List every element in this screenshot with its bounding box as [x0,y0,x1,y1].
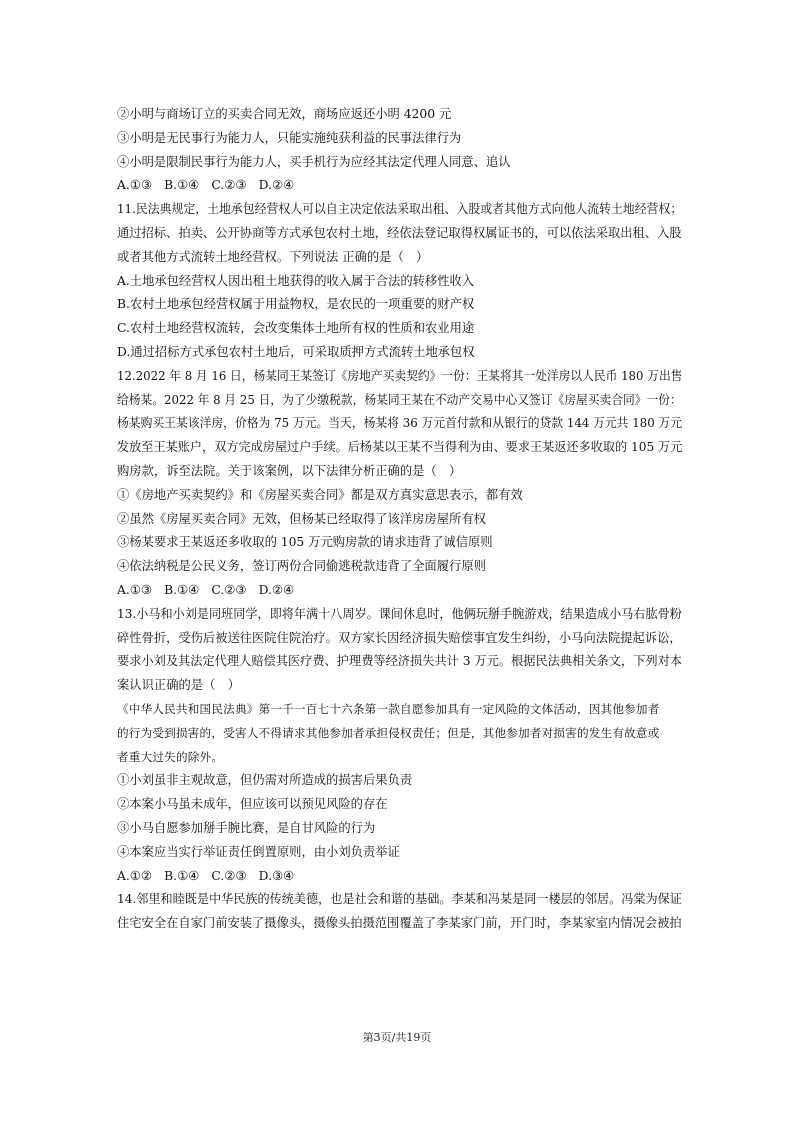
option-line: ④本案应当实行举证责任倒置原则，由小刘负责举证 [117,844,400,859]
option-line: D.通过招标方式承包农村土地后，可采取质押方式流转土地承包权 [117,344,475,359]
question-11-text: 11.民法典规定，土地承包经营权人可以自主决定依法采取出租、入股或者其他方式向他人流转土地经营权； [117,202,683,217]
option-line: ④依法纳税是公民义务，签订两份合同偷逃税款违背了全面履行原则 [117,559,486,574]
option-line: ②小明与商场订立的买卖合同无效，商场应返还小明 4200 元 [117,107,452,121]
option-line: C.农村土地经营权流转，会改变集体土地所有权的性质和农业用途 [117,321,475,336]
answer-choices: A.①③ B.①④ C.②③ D.②④ [117,582,295,597]
question-13-text: 案认识正确的是（ ） [117,678,240,693]
option-line: ④小明是限制民事行为能力人，买手机行为应经其法定代理人同意、追认 [117,154,511,169]
option-line: ②虽然《房屋买卖合同》无效，但杨某已经取得了该洋房房屋所有权 [117,511,486,526]
law-quote: 《中华人民共和国民法典》第一千一百七十六条第一款自愿参加具有一定风险的文体活动，因其他参加者 [117,701,660,716]
law-quote: 者重大过失的除外。 [117,749,224,764]
option-line: ①《房地产买卖契约》和《房屋买卖合同》都是双方真实意思表示，都有效 [117,487,523,502]
option-line: A.土地承包经营权人因出租土地获得的收入属于合法的转移性收入 [117,273,475,288]
answer-choices: A.①② B.①④ C.②③ D.③④ [117,868,295,883]
question-11-text: 通过招标、拍卖、公开协商等方式承包农村土地，经依法登记取得权属证书的，可以依法采取出租、入股 [117,225,682,240]
option-line: B.农村土地承包经营权属于用益物权，是农民的一项重要的财产权 [117,297,475,312]
question-11-text: 或者其他方式流转土地经营权。下列说法 正确的是（ ） [117,249,429,264]
question-13-text: 13.小马和小刘是同班同学，即将年满十八周岁。课间休息时，他俩玩掰手腕游戏，结果造成小马右肱骨粉 [117,606,682,621]
question-13-text: 要求小刘及其法定代理人赔偿其医疗费、护理费等经济损失共计 3 万元。根据民法典相关条文，下列对本 [117,654,683,669]
option-line: ③小明是无民事行为能力人，只能实施纯获利益的民事法律行为 [117,130,462,145]
question-14-text: 14.邻里和睦既是中华民族的传统美德，也是社会和谐的基础。李某和冯某是同一楼层的邻居。冯棠为保证 [117,892,682,907]
question-14-text: 住宅安全在自家门前安装了摄像头，摄像头拍摄范围覆盖了李某家门前，开门时，李某家室内情况会被拍 [117,916,682,931]
question-12-text: 杨某购买王某该洋房，价格为 75 万元。当天，杨某将 36 万元首付款和从银行的贷款 144 万元共 180 万元 [117,416,683,431]
option-line: ②本案小马虽未成年，但应该可以预见风险的存在 [117,797,388,812]
law-quote: 的行为受到损害的，受害人不得请求其他参加者承担侵权责任；但是，其他参加者对损害的发生有故意或 [117,725,660,740]
option-line: ①小刘虽非主观故意，但仍需对所造成的损害后果负责 [117,773,413,788]
question-12-text: 给杨某。2022 年 8 月 25 日，为了少缴税款，杨某同王某在不动产交易中心又签订《房屋买卖合同》一份： [117,392,682,407]
question-12-text: 12.2022 年 8 月 16 日，杨某同王某签订《房地产买卖契约》一份：王某将其一处洋房以人民币 180 万出售 [117,368,683,383]
question-12-text: 发放至王某账户，双方完成房屋过户手续。后杨某以王某不当得利为由、要求王某返还多收取的 105 万元 [117,440,683,455]
document-body [117,103,682,936]
answer-choices: A.①③ B.①④ C.②③ D.②④ [117,178,295,193]
option-line: ③杨某要求王某返还多收取的 105 万元购房款的请求违背了诚信原则 [117,535,493,550]
page-number: 第3页/共19页 [362,1031,432,1044]
question-13-text: 碎性骨折，受伤后被送往医院住院治疗。双方家长因经济损失赔偿事宜发生纠纷，小马向法院提起诉讼， [117,630,682,645]
question-12-text: 购房款，诉至法院。关于该案例，以下法律分析正确的是（ ） [117,463,462,478]
option-line: ③小马自愿参加掰手腕比赛，是自甘风险的行为 [117,820,376,835]
